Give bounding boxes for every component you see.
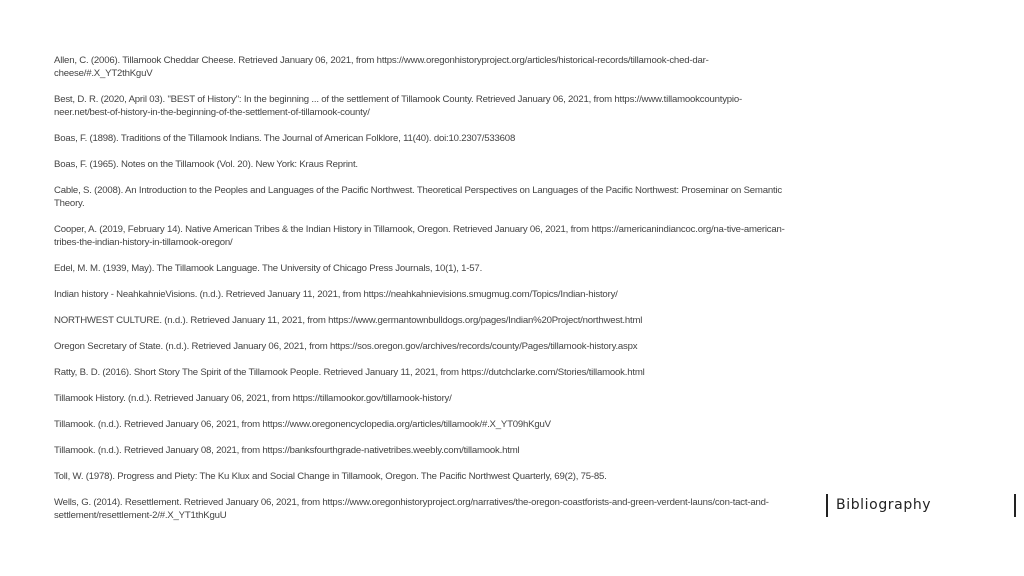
reference-entry: Cable, S. (2008). An Introduction to the Peoples and Languages of the Pacific Northwest. Theoretical Perspectives on Languages of the Pacific Northwest: Proseminar on Semantic Theory. [54, 185, 782, 209]
reference-entry: Cooper, A. (2019, February 14). Native American Tribes & the Indian History in Tillamook, Oregon. Retrieved January 06, 2021, from https://americanindiancoc.org/na-tive-american-tribes-the-indian-history-in-tillamook-oregon/ [54, 224, 785, 248]
reference-entry: Wells, G. (2014). Resettlement. Retrieved January 06, 2021, from https://www.oregonhistoryproject.org/narratives/the-oregon-coastforists-and-green-verdent-launs/con-tact-and-settlement/resettlement-2/#.X_YT1thKguU [54, 497, 769, 521]
reference-entry: Best, D. R. (2020, April 03). "BEST of History": In the beginning ... of the settlement of Tillamook County. Retrieved January 06, 2021, from https://www.tillamookcountypio-neer.net/best-of-history-in-the-beginning-of-the-settlement-of-tillamook-county/ [54, 94, 742, 118]
reference-entry: Ratty, B. D. (2016). Short Story The Spirit of the Tillamook People. Retrieved January 11, 2021, from https://dutchclarke.com/Stories/tillamook.html [54, 367, 645, 378]
reference-entry: Toll, W. (1978). Progress and Piety: The Ku Klux and Social Change in Tillamook, Oregon. The Pacific Northwest Quarterly, 69(2), 75-85. [54, 471, 607, 482]
reference-entry: Edel, M. M. (1939, May). The Tillamook Language. The University of Chicago Press Journals, 10(1), 1-57. [54, 263, 483, 274]
reference-entry: Boas, F. (1965). Notes on the Tillamook (Vol. 20). New York: Kraus Reprint. [54, 159, 358, 170]
reference-entry: Tillamook. (n.d.). Retrieved January 06, 2021, from https://www.oregonencyclopedia.org/articles/tillamook/#.X_YT09hKguV [54, 419, 551, 430]
section-title-block [826, 494, 1016, 518]
reference-entry: Oregon Secretary of State. (n.d.). Retrieved January 06, 2021, from https://sos.oregon.gov/archives/records/county/Pages/tillamook-history.aspx [54, 341, 638, 352]
reference-list [54, 54, 796, 535]
reference-entry: NORTHWEST CULTURE. (n.d.). Retrieved January 11, 2021, from https://www.germantownbulldogs.org/pages/Indian%20Project/northwest.html [54, 315, 643, 326]
title-left-bar [826, 494, 828, 517]
reference-entry: Indian history - NeahkahnieVisions. (n.d.). Retrieved January 11, 2021, from https://neahkahnievisions.smugmug.com/Topics/Indian-history/ [54, 289, 618, 300]
reference-entry: Allen, C. (2006). Tillamook Cheddar Cheese. Retrieved January 06, 2021, from https://www.oregonhistoryproject.org/articles/historical-records/tillamook-ched-dar-cheese/#.X_YT2thKguV [54, 55, 709, 79]
section-title: Bibliography [836, 497, 932, 513]
reference-entry: Boas, F. (1898). Traditions of the Tillamook Indians. The Journal of American Folklore, 11(40). doi:10.2307/533608 [54, 133, 516, 144]
reference-entry: Tillamook. (n.d.). Retrieved January 08, 2021, from https://banksfourthgrade-nativetribes.weebly.com/tillamook.html [54, 445, 520, 456]
reference-entry: Tillamook History. (n.d.). Retrieved January 06, 2021, from https://tillamookor.gov/tillamook-history/ [54, 393, 452, 404]
title-right-bar [1014, 494, 1016, 517]
